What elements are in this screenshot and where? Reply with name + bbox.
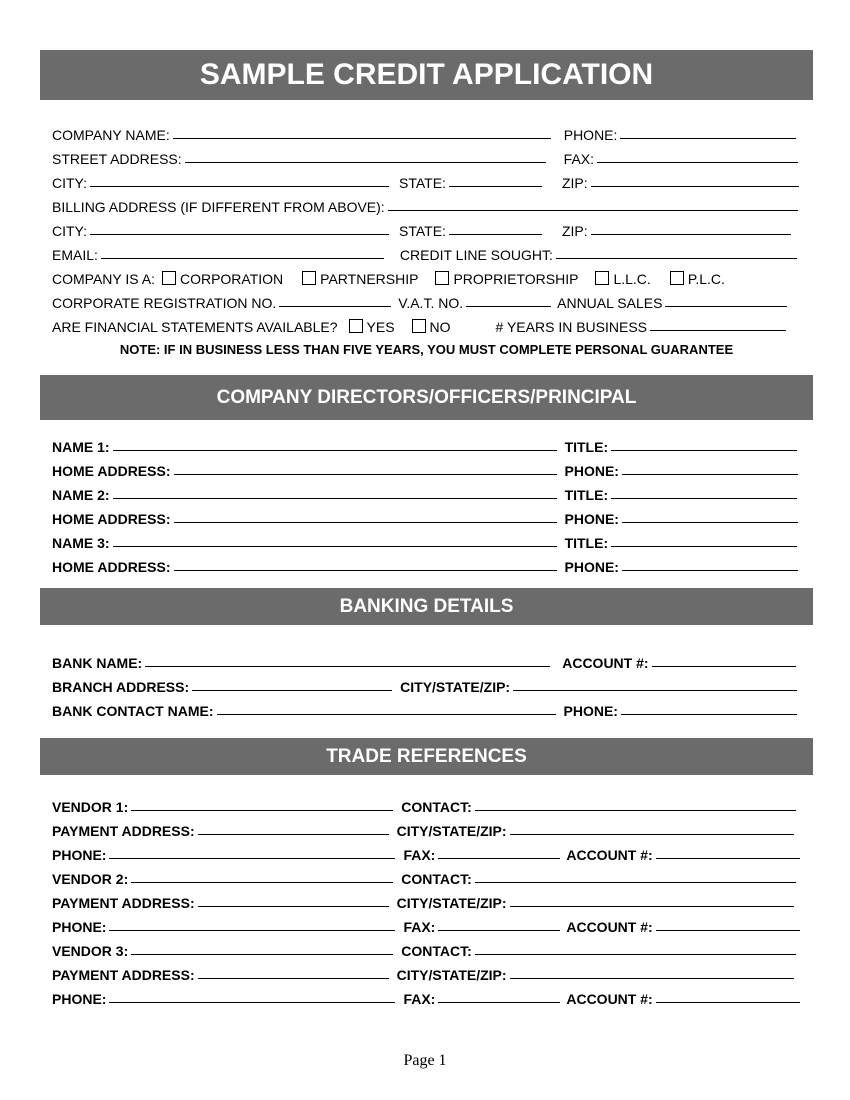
row-bank-name bbox=[52, 652, 804, 670]
vendor-3-city-state-zip-field[interactable] bbox=[510, 978, 794, 979]
directors-heading: COMPANY DIRECTORS/OFFICERS/PRINCIPAL bbox=[40, 375, 813, 420]
phone-3-label: PHONE: bbox=[564, 559, 619, 575]
vendor-2-fax-label: FAX: bbox=[403, 919, 436, 935]
name-2-field[interactable] bbox=[113, 498, 557, 499]
vendor-2-fax-field[interactable] bbox=[438, 930, 560, 931]
bank-account-field[interactable] bbox=[652, 666, 796, 667]
years-field[interactable] bbox=[650, 330, 786, 331]
fax-label: FAX: bbox=[563, 151, 595, 167]
name-1-label: NAME 1: bbox=[52, 439, 110, 455]
vendor-2-city-state-zip-label: CITY/STATE/ZIP: bbox=[396, 895, 507, 911]
row-company-type bbox=[52, 268, 804, 286]
company-is-label: COMPANY IS A: bbox=[52, 271, 155, 287]
payment-address-1-label: PAYMENT ADDRESS: bbox=[52, 823, 195, 839]
vendor-3-phone-label: PHONE: bbox=[52, 991, 107, 1007]
proprietorship-label: PROPRIETORSHIP bbox=[453, 271, 579, 287]
vendor-3-fax-field[interactable] bbox=[438, 1002, 560, 1003]
corp-reg-label: CORPORATE REGISTRATION NO. bbox=[52, 295, 277, 311]
contact-1-label: CONTACT: bbox=[401, 799, 472, 815]
home-address-3-field[interactable] bbox=[174, 570, 557, 571]
phone-2-label: PHONE: bbox=[564, 511, 619, 527]
billing-state-label: STATE: bbox=[399, 223, 446, 239]
contact-2-field[interactable] bbox=[475, 882, 796, 883]
vendor-1-phone-label: PHONE: bbox=[52, 847, 107, 863]
zip-label: ZIP: bbox=[561, 175, 588, 191]
vendor-2-account-label: ACCOUNT #: bbox=[566, 919, 653, 935]
proprietorship-checkbox[interactable] bbox=[435, 271, 449, 285]
title-2-label: TITLE: bbox=[564, 487, 609, 503]
name-1-field[interactable] bbox=[113, 450, 557, 451]
llc-label: L.L.C. bbox=[613, 271, 651, 287]
title-3-field[interactable] bbox=[611, 546, 797, 547]
name-2-label: NAME 2: bbox=[52, 487, 110, 503]
fax-field[interactable] bbox=[597, 162, 798, 163]
credit-line-field[interactable] bbox=[556, 258, 797, 259]
title-1-label: TITLE: bbox=[564, 439, 609, 455]
row-vendor-1 bbox=[52, 796, 804, 814]
row-vendor-1-phone bbox=[52, 844, 804, 862]
row-name-1 bbox=[52, 436, 804, 454]
vendor-3-label: VENDOR 3: bbox=[52, 943, 129, 959]
company-name-field[interactable] bbox=[173, 138, 551, 139]
row-company-name bbox=[52, 124, 804, 142]
vendor-1-city-state-zip-label: CITY/STATE/ZIP: bbox=[396, 823, 507, 839]
vendor-1-city-state-zip-field[interactable] bbox=[510, 834, 794, 835]
fin-statements-label: ARE FINANCIAL STATEMENTS AVAILABLE? bbox=[52, 319, 338, 335]
branch-address-label: BRANCH ADDRESS: bbox=[52, 679, 190, 695]
bank-contact-field[interactable] bbox=[217, 714, 556, 715]
bank-name-label: BANK NAME: bbox=[52, 655, 143, 671]
banking-heading: BANKING DETAILS bbox=[40, 588, 813, 625]
name-3-field[interactable] bbox=[113, 546, 557, 547]
row-home-address-3 bbox=[52, 556, 804, 574]
bank-contact-label: BANK CONTACT NAME: bbox=[52, 703, 214, 719]
row-vendor-2-phone bbox=[52, 916, 804, 934]
page-number: Page 1 bbox=[403, 1052, 447, 1069]
bank-phone-field[interactable] bbox=[621, 714, 797, 715]
zip-field[interactable] bbox=[591, 186, 799, 187]
branch-address-field[interactable] bbox=[192, 690, 392, 691]
row-financials bbox=[52, 316, 804, 334]
vat-field[interactable] bbox=[466, 306, 551, 307]
vendor-2-label: VENDOR 2: bbox=[52, 871, 129, 887]
contact-3-label: CONTACT: bbox=[401, 943, 472, 959]
phone-label: PHONE: bbox=[563, 127, 618, 143]
llc-checkbox[interactable] bbox=[595, 271, 609, 285]
title-3-label: TITLE: bbox=[564, 535, 609, 551]
company-name-label: COMPANY NAME: bbox=[52, 127, 170, 143]
contact-1-field[interactable] bbox=[475, 810, 796, 811]
street-address-label: STREET ADDRESS: bbox=[52, 151, 182, 167]
vendor-1-account-label: ACCOUNT #: bbox=[566, 847, 653, 863]
vendor-1-account-field[interactable] bbox=[656, 858, 800, 859]
state-label: STATE: bbox=[399, 175, 446, 191]
row-payment-address-2 bbox=[52, 892, 804, 910]
state-field[interactable] bbox=[449, 186, 542, 187]
credit-line-label: CREDIT LINE SOUGHT: bbox=[399, 247, 553, 263]
row-payment-address-3 bbox=[52, 964, 804, 982]
contact-3-field[interactable] bbox=[475, 954, 796, 955]
vendor-3-account-label: ACCOUNT #: bbox=[566, 991, 653, 1007]
no-checkbox[interactable] bbox=[412, 319, 426, 333]
contact-2-label: CONTACT: bbox=[401, 871, 472, 887]
plc-checkbox[interactable] bbox=[670, 271, 684, 285]
vendor-2-account-field[interactable] bbox=[656, 930, 800, 931]
street-address-field[interactable] bbox=[185, 162, 546, 163]
row-name-3 bbox=[52, 532, 804, 550]
payment-address-2-label: PAYMENT ADDRESS: bbox=[52, 895, 195, 911]
payment-address-3-label: PAYMENT ADDRESS: bbox=[52, 967, 195, 983]
form-title: SAMPLE CREDIT APPLICATION bbox=[40, 50, 813, 100]
row-payment-address-1 bbox=[52, 820, 804, 838]
phone-3-field[interactable] bbox=[622, 570, 798, 571]
row-vendor-3 bbox=[52, 940, 804, 958]
row-city-state-zip bbox=[52, 172, 804, 190]
corporation-checkbox[interactable] bbox=[162, 271, 176, 285]
home-address-2-field[interactable] bbox=[174, 522, 557, 523]
annual-sales-field[interactable] bbox=[665, 306, 787, 307]
guarantee-note: NOTE: IF IN BUSINESS LESS THAN FIVE YEARS, YOU MUST COMPLETE PERSONAL GUARANTEE bbox=[119, 342, 734, 357]
branch-city-state-zip-field[interactable] bbox=[513, 690, 797, 691]
corp-reg-field[interactable] bbox=[279, 306, 391, 307]
vendor-3-account-field[interactable] bbox=[656, 1002, 800, 1003]
billing-zip-field[interactable] bbox=[591, 234, 791, 235]
row-street-address bbox=[52, 148, 804, 166]
vendor-2-city-state-zip-field[interactable] bbox=[510, 906, 794, 907]
row-billing-city-state-zip bbox=[52, 220, 804, 238]
title-1-field[interactable] bbox=[611, 450, 797, 451]
billing-zip-label: ZIP: bbox=[561, 223, 588, 239]
annual-sales-label: ANNUAL SALES bbox=[557, 295, 663, 311]
home-address-2-label: HOME ADDRESS: bbox=[52, 511, 171, 527]
phone-field[interactable] bbox=[620, 138, 796, 139]
bank-phone-label: PHONE: bbox=[563, 703, 618, 719]
email-field[interactable] bbox=[101, 258, 384, 259]
phone-1-field[interactable] bbox=[622, 474, 798, 475]
billing-city-label: CITY: bbox=[52, 223, 88, 239]
home-address-3-label: HOME ADDRESS: bbox=[52, 559, 171, 575]
phone-1-label: PHONE: bbox=[564, 463, 619, 479]
vendor-3-field[interactable] bbox=[131, 954, 393, 955]
trade-heading: TRADE REFERENCES bbox=[40, 738, 813, 775]
vendor-1-fax-field[interactable] bbox=[438, 858, 560, 859]
years-label: # YEARS IN BUSINESS bbox=[495, 319, 648, 335]
row-name-2 bbox=[52, 484, 804, 502]
city-field[interactable] bbox=[90, 186, 389, 187]
row-home-address-1 bbox=[52, 460, 804, 478]
vendor-2-phone-field[interactable] bbox=[109, 930, 395, 931]
billing-city-field[interactable] bbox=[90, 234, 389, 235]
vendor-1-field[interactable] bbox=[131, 810, 393, 811]
row-bank-contact bbox=[52, 700, 804, 718]
vendor-1-label: VENDOR 1: bbox=[52, 799, 129, 815]
corporation-label: CORPORATION bbox=[179, 271, 284, 287]
billing-state-field[interactable] bbox=[449, 234, 542, 235]
row-registration bbox=[52, 292, 804, 310]
title-2-field[interactable] bbox=[611, 498, 797, 499]
row-vendor-3-phone bbox=[52, 988, 804, 1006]
payment-address-3-field[interactable] bbox=[198, 978, 389, 979]
vendor-1-fax-label: FAX: bbox=[403, 847, 436, 863]
row-billing-address bbox=[52, 196, 804, 214]
branch-city-state-zip-label: CITY/STATE/ZIP: bbox=[400, 679, 511, 695]
name-3-label: NAME 3: bbox=[52, 535, 110, 551]
home-address-1-label: HOME ADDRESS: bbox=[52, 463, 171, 479]
row-email bbox=[52, 244, 804, 262]
billing-address-label: BILLING ADDRESS (IF DIFFERENT FROM ABOVE): bbox=[52, 199, 385, 215]
billing-address-field[interactable] bbox=[388, 210, 798, 211]
no-label: NO bbox=[429, 319, 451, 335]
row-home-address-2 bbox=[52, 508, 804, 526]
city-label: CITY: bbox=[52, 175, 88, 191]
phone-2-field[interactable] bbox=[622, 522, 798, 523]
vendor-3-fax-label: FAX: bbox=[403, 991, 436, 1007]
vat-label: V.A.T. NO. bbox=[398, 295, 464, 311]
vendor-3-phone-field[interactable] bbox=[109, 1002, 395, 1003]
row-vendor-2 bbox=[52, 868, 804, 886]
yes-label: YES bbox=[366, 319, 395, 335]
plc-label: P.L.C. bbox=[687, 271, 725, 287]
vendor-1-phone-field[interactable] bbox=[109, 858, 395, 859]
bank-account-label: ACCOUNT #: bbox=[562, 655, 649, 671]
payment-address-2-field[interactable] bbox=[198, 906, 389, 907]
row-branch-address bbox=[52, 676, 804, 694]
vendor-3-city-state-zip-label: CITY/STATE/ZIP: bbox=[396, 967, 507, 983]
home-address-1-field[interactable] bbox=[174, 474, 557, 475]
payment-address-1-field[interactable] bbox=[198, 834, 389, 835]
bank-name-field[interactable] bbox=[145, 666, 550, 667]
yes-checkbox[interactable] bbox=[349, 319, 363, 333]
partnership-label: PARTNERSHIP bbox=[320, 271, 419, 287]
partnership-checkbox[interactable] bbox=[302, 271, 316, 285]
vendor-2-phone-label: PHONE: bbox=[52, 919, 107, 935]
vendor-2-field[interactable] bbox=[131, 882, 393, 883]
email-label: EMAIL: bbox=[52, 247, 98, 263]
